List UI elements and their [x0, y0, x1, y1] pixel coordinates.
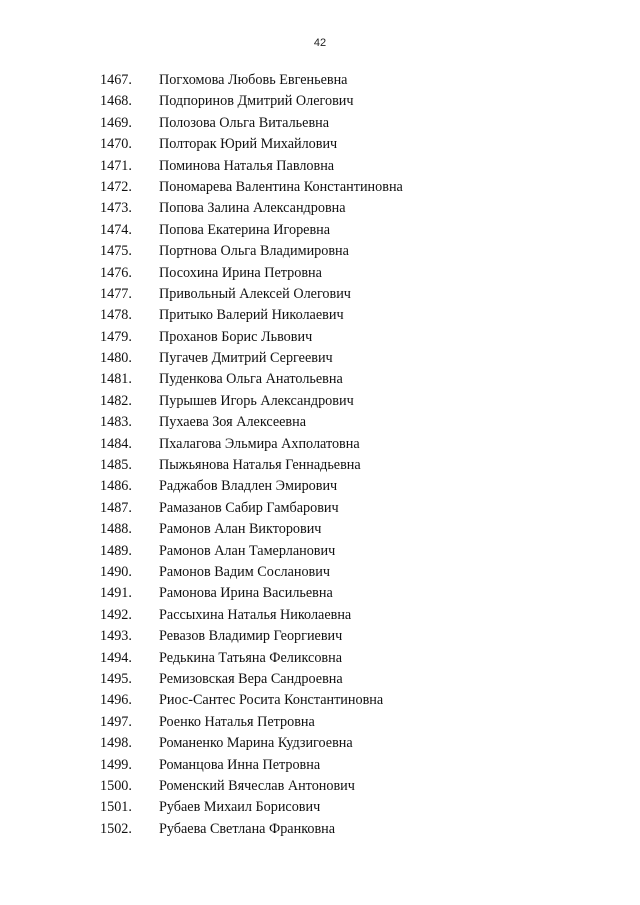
- entry-number: 1500.: [100, 777, 132, 794]
- entry-number: 1468.: [100, 93, 132, 110]
- entry-number: 1488.: [100, 521, 132, 538]
- entry-number: 1494.: [100, 649, 132, 666]
- list-item: [0, 177, 403, 198]
- entry-number: 1482.: [100, 392, 132, 409]
- entry-name: Рамонов Алан Тамерланович: [159, 542, 336, 559]
- entry-name: Пугачев Дмитрий Сергеевич: [159, 350, 333, 367]
- entry-name: Пхалагова Эльмира Ахполатовна: [159, 435, 360, 452]
- entry-number: 1493.: [100, 628, 132, 645]
- entry-name: Притыко Валерий Николаевич: [159, 307, 344, 324]
- entry-number: 1495.: [100, 670, 132, 687]
- entry-name: Романцова Инна Петровна: [159, 756, 321, 773]
- entry-number: 1476.: [100, 264, 132, 281]
- entry-number: 1498.: [100, 735, 132, 752]
- entry-number: 1469.: [100, 114, 132, 131]
- entry-number: 1490.: [100, 563, 132, 580]
- entry-number: 1492.: [100, 606, 132, 623]
- list-item: [0, 284, 403, 305]
- list-item: [0, 562, 403, 583]
- entry-number: 1486.: [100, 478, 132, 495]
- entry-number: 1502.: [100, 820, 132, 837]
- list-item: [0, 198, 403, 219]
- entry-name: Полозова Ольга Витальевна: [159, 114, 330, 131]
- entry-number: 1477.: [100, 285, 132, 302]
- entry-name: Роменский Вячеслав Антонович: [159, 777, 355, 794]
- entry-number: 1496.: [100, 692, 132, 709]
- list-item: [0, 755, 403, 776]
- entry-name: Романенко Марина Кудзигоевна: [159, 735, 353, 752]
- entry-number: 1473.: [100, 200, 132, 217]
- list-item: [0, 626, 403, 647]
- entry-name: Подпоринов Дмитрий Олегович: [159, 93, 354, 110]
- entry-number: 1470.: [100, 136, 132, 153]
- entry-number: 1471.: [100, 157, 132, 174]
- entry-name: Пономарева Валентина Константиновна: [159, 178, 403, 195]
- list-item: [0, 241, 403, 262]
- list-item: [0, 156, 403, 177]
- entry-name: Проханов Борис Львович: [159, 328, 313, 345]
- entry-name: Пыжьянова Наталья Геннадьевна: [159, 457, 361, 474]
- list-item: [0, 797, 403, 818]
- list-item: [0, 541, 403, 562]
- entry-name: Попова Екатерина Игоревна: [159, 221, 331, 238]
- entry-number: 1497.: [100, 713, 132, 730]
- entry-number: 1478.: [100, 307, 132, 324]
- page-number: 42: [313, 37, 327, 49]
- entry-number: 1474.: [100, 221, 132, 238]
- entry-number: 1487.: [100, 499, 132, 516]
- list-item: [0, 455, 403, 476]
- entry-number: 1485.: [100, 457, 132, 474]
- entry-number: 1491.: [100, 585, 132, 602]
- list-item: [0, 305, 403, 326]
- list-item: [0, 819, 403, 840]
- entry-number: 1499.: [100, 756, 132, 773]
- entry-number: 1467.: [100, 72, 132, 88]
- entry-name: Рамонов Алан Викторович: [159, 521, 322, 538]
- entry-number: 1472.: [100, 178, 132, 195]
- entry-number: 1489.: [100, 542, 132, 559]
- entry-name: Пухаева Зоя Алексеевна: [159, 414, 307, 431]
- name-list: [0, 70, 403, 840]
- list-item: [0, 669, 403, 690]
- entry-name: Поминова Наталья Павловна: [159, 157, 335, 174]
- list-item: [0, 412, 403, 433]
- list-item: [0, 476, 403, 497]
- list-item: [0, 220, 403, 241]
- entry-number: 1501.: [100, 799, 132, 816]
- entry-name: Пуденкова Ольга Анатольевна: [159, 371, 343, 388]
- entry-name: Полторак Юрий Михайлович: [159, 136, 338, 153]
- list-item: [0, 391, 403, 412]
- entry-name: Попова Залина Александровна: [159, 200, 346, 217]
- list-item: [0, 776, 403, 797]
- entry-number: 1480.: [100, 350, 132, 367]
- entry-number: 1481.: [100, 371, 132, 388]
- entry-name: Раджабов Владлен Эмирович: [159, 478, 338, 495]
- list-item: [0, 733, 403, 754]
- entry-name: Пурышев Игорь Александрович: [159, 392, 354, 409]
- entry-number: 1475.: [100, 243, 132, 260]
- list-item: [0, 434, 403, 455]
- entry-number: 1484.: [100, 435, 132, 452]
- entry-name: Рубаева Светлана Франковна: [159, 820, 336, 837]
- entry-name: Рамазанов Сабир Гамбарович: [159, 499, 339, 516]
- list-item: [0, 263, 403, 284]
- list-item: [0, 327, 403, 348]
- entry-name: Ремизовская Вера Сандроевна: [159, 670, 343, 687]
- list-item: [0, 113, 403, 134]
- entry-name: Ревазов Владимир Георгиевич: [159, 628, 343, 645]
- entry-name: Погхомова Любовь Евгеньевна: [159, 72, 348, 88]
- list-item: [0, 369, 403, 390]
- entry-name: Рубаев Михаил Борисович: [159, 799, 321, 816]
- entry-name: Рамонов Вадим Сосланович: [159, 563, 330, 580]
- list-item: [0, 605, 403, 626]
- entry-name: Роенко Наталья Петровна: [159, 713, 315, 730]
- list-item: [0, 348, 403, 369]
- list-item: [0, 91, 403, 112]
- entry-name: Привольный Алексей Олегович: [159, 285, 351, 302]
- entry-name: Редькина Татьяна Феликсовна: [159, 649, 342, 666]
- list-item: [0, 498, 403, 519]
- entry-name: Риос-Сантес Росита Константиновна: [159, 692, 384, 709]
- entry-number: 1479.: [100, 328, 132, 345]
- entry-name: Рамонова Ирина Васильевна: [159, 585, 333, 602]
- entry-name: Портнова Ольга Владимировна: [159, 243, 349, 260]
- list-item: [0, 134, 403, 155]
- list-item: [0, 712, 403, 733]
- list-item: [0, 583, 403, 604]
- entry-name: Рассыхина Наталья Николаевна: [159, 606, 352, 623]
- list-item: [0, 690, 403, 711]
- list-item: [0, 70, 403, 91]
- entry-number: 1483.: [100, 414, 132, 431]
- list-item: [0, 519, 403, 540]
- entry-name: Посохина Ирина Петровна: [159, 264, 322, 281]
- list-item: [0, 648, 403, 669]
